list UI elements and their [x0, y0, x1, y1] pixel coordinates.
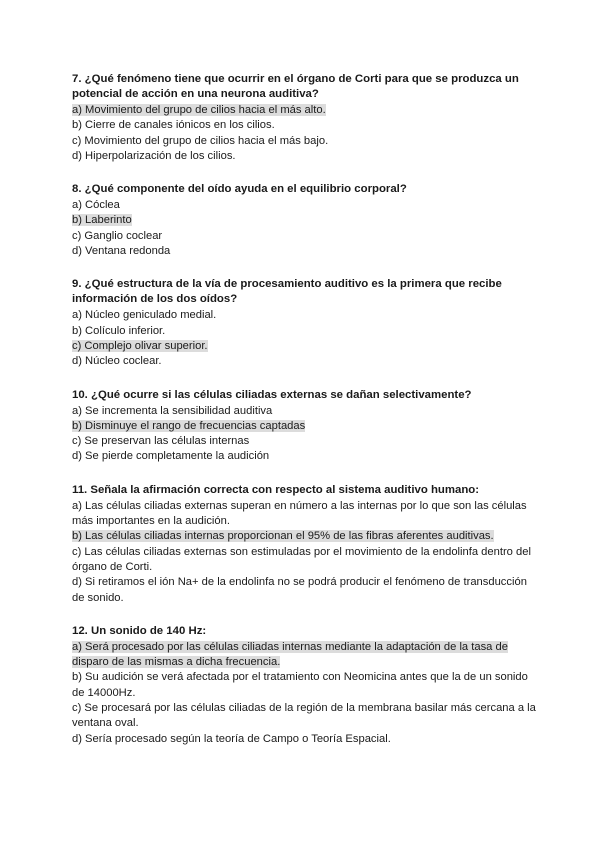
- highlighted-answer: a) Será procesado por las células ciliadas internas mediante la adaptación de la tasa de disparo de las mismas a dicha frecuencia.: [72, 640, 508, 669]
- highlighted-answer: c) Complejo olivar superior.: [72, 339, 208, 352]
- option-c: [72, 339, 542, 354]
- option-b: [72, 419, 542, 434]
- option-b: [72, 213, 542, 228]
- question-8: [72, 182, 542, 259]
- option-a: [72, 640, 542, 671]
- option-a: a) Núcleo geniculado medial.: [72, 309, 217, 322]
- question-title: 11. Señala la afirmación correcta con respecto al sistema auditivo humano:: [72, 483, 480, 496]
- question-12: [72, 624, 542, 747]
- highlighted-answer: b) Disminuye el rango de frecuencias captadas: [72, 419, 306, 432]
- option-d: d) Núcleo coclear.: [72, 355, 162, 368]
- option-d: d) Si retiramos el ión Na+ de la endolinfa no se podrá producir el fenómeno de transducción de sonido.: [72, 576, 527, 604]
- highlighted-answer: b) Laberinto: [72, 214, 132, 227]
- option-b: b) Cierre de canales iónicos en los cilios.: [72, 119, 275, 132]
- option-d: d) Sería procesado según la teoría de Campo o Teoría Espacial.: [72, 732, 391, 745]
- question-9: [72, 277, 542, 369]
- question-title: 9. ¿Qué estructura de la vía de procesamiento auditivo es la primera que recibe información de los dos oídos?: [72, 278, 502, 306]
- option-b: [72, 529, 542, 544]
- option-c: c) Se procesará por las células ciliadas de la región de la membrana basilar más cercana a la ventana oval.: [72, 702, 536, 730]
- quiz-page: [72, 72, 542, 765]
- highlighted-answer: a) Movimiento del grupo de cilios hacia el más alto.: [72, 104, 326, 116]
- option-c: c) Se preservan las células internas: [72, 435, 250, 448]
- question-title: 10. ¿Qué ocurre si las células ciliadas externas se dañan selectivamente?: [72, 388, 472, 401]
- question-10: [72, 388, 542, 465]
- option-a: a) Cóclea: [72, 199, 120, 212]
- question-7: [72, 72, 542, 164]
- highlighted-answer: b) Las células ciliadas internas proporcionan el 95% de las fibras aferentes auditivas.: [72, 530, 494, 543]
- option-d: d) Ventana redonda: [72, 245, 171, 258]
- option-a: a) Las células ciliadas externas superan en número a las internas por lo que son las células más importantes en la audición.: [72, 499, 527, 528]
- question-title: 7. ¿Qué fenómeno tiene que ocurrir en el órgano de Corti para que se produzca un potencial de acción en una neurona auditiva?: [72, 73, 519, 100]
- question-title: 12. Un sonido de 140 Hz:: [72, 624, 207, 637]
- option-d: d) Se pierde completamente la audición: [72, 450, 270, 463]
- option-b: b) Colículo inferior.: [72, 324, 166, 337]
- option-c: c) Ganglio coclear: [72, 229, 163, 242]
- option-a: [72, 103, 542, 118]
- option-d: d) Hiperpolarización de los cilios.: [72, 149, 236, 162]
- question-title: 8. ¿Qué componente del oído ayuda en el equilibrio corporal?: [72, 183, 407, 196]
- option-b: b) Su audición se verá afectada por el tratamiento con Neomicina antes que la de un sonido de 14000Hz.: [72, 671, 528, 699]
- question-11: [72, 483, 542, 606]
- option-c: c) Movimiento del grupo de cilios hacia el más bajo.: [72, 134, 329, 147]
- option-c: c) Las células ciliadas externas son estimuladas por el movimiento de la endolinfa dentro del órgano de Corti.: [72, 545, 531, 573]
- option-a: a) Se incrementa la sensibilidad auditiva: [72, 404, 273, 417]
